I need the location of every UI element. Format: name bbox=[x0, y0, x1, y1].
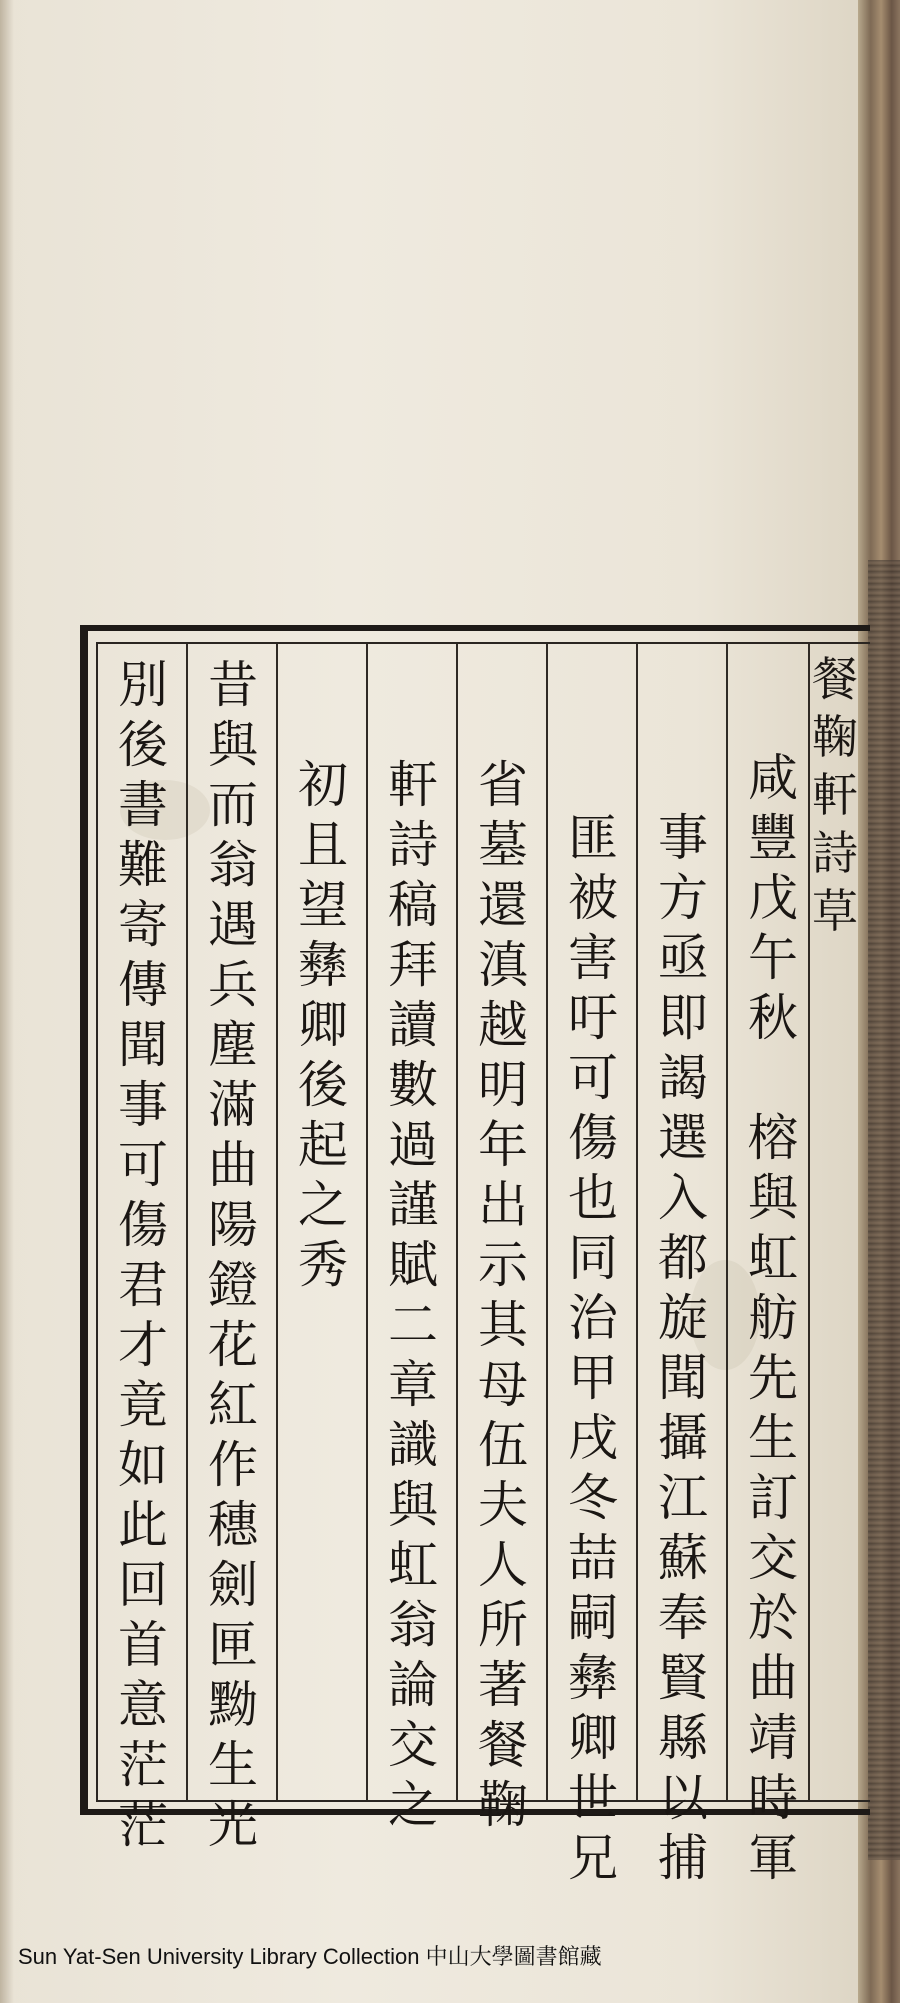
glyph: 二 bbox=[388, 1296, 438, 1354]
glyph: 作 bbox=[208, 1436, 258, 1494]
glyph: 初 bbox=[298, 756, 348, 814]
glyph: 可 bbox=[118, 1136, 168, 1194]
text-column-2 bbox=[649, 808, 717, 1888]
glyph: 縣 bbox=[658, 1709, 708, 1767]
glyph: 喆 bbox=[568, 1529, 618, 1587]
glyph: 寄 bbox=[118, 896, 168, 954]
glyph: 草 bbox=[812, 884, 858, 938]
glyph: 黝 bbox=[208, 1676, 258, 1734]
glyph: 冬 bbox=[568, 1469, 618, 1527]
glyph: 書 bbox=[118, 776, 168, 834]
glyph: 伍 bbox=[478, 1416, 528, 1474]
glyph: 茫 bbox=[118, 1736, 168, 1794]
glyph: 拜 bbox=[388, 936, 438, 994]
glyph: 翁 bbox=[208, 836, 258, 894]
glyph: 傳 bbox=[118, 956, 168, 1014]
page-edges bbox=[868, 560, 900, 1860]
text-column-5 bbox=[379, 755, 447, 1835]
glyph: 稿 bbox=[388, 876, 438, 934]
column-rule bbox=[726, 644, 728, 1800]
glyph: 回 bbox=[118, 1556, 168, 1614]
glyph: 都 bbox=[658, 1229, 708, 1287]
glyph: 賦 bbox=[388, 1236, 438, 1294]
glyph: 方 bbox=[658, 869, 708, 927]
glyph: 秀 bbox=[298, 1236, 348, 1294]
glyph: 識 bbox=[388, 1416, 438, 1474]
glyph: 示 bbox=[478, 1236, 528, 1294]
page-fold-shadow bbox=[0, 0, 14, 2003]
glyph: 豐 bbox=[748, 809, 798, 867]
glyph: 入 bbox=[658, 1169, 708, 1227]
glyph: 謹 bbox=[388, 1176, 438, 1234]
glyph: 與 bbox=[748, 1169, 798, 1227]
glyph: 彝 bbox=[568, 1649, 618, 1707]
glyph: 旋 bbox=[658, 1289, 708, 1347]
glyph: 昔 bbox=[208, 656, 258, 714]
glyph: 事 bbox=[658, 809, 708, 867]
glyph: 後 bbox=[118, 716, 168, 774]
glyph: 虹 bbox=[748, 1229, 798, 1287]
glyph: 滿 bbox=[208, 1076, 258, 1134]
glyph: 謁 bbox=[658, 1049, 708, 1107]
glyph: 之 bbox=[298, 1176, 348, 1234]
glyph: 數 bbox=[388, 1056, 438, 1114]
glyph: 之 bbox=[388, 1776, 438, 1834]
glyph: 攝 bbox=[658, 1409, 708, 1467]
glyph: 君 bbox=[118, 1256, 168, 1314]
glyph: 傷 bbox=[118, 1196, 168, 1254]
glyph: 聞 bbox=[118, 1016, 168, 1074]
text-column-1 bbox=[739, 748, 807, 1888]
glyph: 此 bbox=[118, 1496, 168, 1554]
glyph: 事 bbox=[118, 1076, 168, 1134]
glyph: 遇 bbox=[208, 896, 258, 954]
glyph: 越 bbox=[478, 996, 528, 1054]
glyph: 虹 bbox=[388, 1536, 438, 1594]
glyph: 世 bbox=[568, 1769, 618, 1827]
glyph: 吁 bbox=[568, 989, 618, 1047]
glyph: 生 bbox=[208, 1736, 258, 1794]
glyph: 害 bbox=[568, 929, 618, 987]
glyph: 彝 bbox=[298, 936, 348, 994]
text-column-4 bbox=[469, 755, 537, 1835]
glyph: 與 bbox=[388, 1476, 438, 1534]
glyph: 餐 bbox=[478, 1716, 528, 1774]
glyph: 嗣 bbox=[568, 1589, 618, 1647]
glyph: 夫 bbox=[478, 1476, 528, 1534]
glyph: 還 bbox=[478, 876, 528, 934]
column-rule bbox=[276, 644, 278, 1800]
glyph: 詩 bbox=[388, 816, 438, 874]
glyph: 舫 bbox=[748, 1289, 798, 1347]
glyph: 茫 bbox=[118, 1796, 168, 1854]
glyph: 花 bbox=[208, 1316, 258, 1374]
glyph: 難 bbox=[118, 836, 168, 894]
glyph: 被 bbox=[568, 869, 618, 927]
glyph: 甲 bbox=[568, 1349, 618, 1407]
glyph: 匪 bbox=[568, 809, 618, 867]
glyph: 交 bbox=[388, 1716, 438, 1774]
glyph: 與 bbox=[208, 716, 258, 774]
glyph: 兄 bbox=[568, 1829, 618, 1887]
glyph: 同 bbox=[568, 1229, 618, 1287]
glyph: 滇 bbox=[478, 936, 528, 994]
glyph: 聞 bbox=[658, 1349, 708, 1407]
glyph: 年 bbox=[478, 1116, 528, 1174]
glyph: 人 bbox=[478, 1536, 528, 1594]
glyph: 傷 bbox=[568, 1109, 618, 1167]
glyph: 選 bbox=[658, 1109, 708, 1167]
glyph: 其 bbox=[478, 1296, 528, 1354]
glyph: 詩 bbox=[812, 826, 858, 880]
glyph: 出 bbox=[478, 1176, 528, 1234]
book-title-edge-label bbox=[810, 650, 860, 940]
glyph: 曲 bbox=[748, 1649, 798, 1707]
glyph: 即 bbox=[658, 989, 708, 1047]
glyph: 可 bbox=[568, 1049, 618, 1107]
glyph: 望 bbox=[298, 876, 348, 934]
glyph: 戌 bbox=[568, 1409, 618, 1467]
glyph: 江 bbox=[658, 1469, 708, 1527]
glyph: 亟 bbox=[658, 929, 708, 987]
glyph: 蘇 bbox=[658, 1529, 708, 1587]
glyph: 戊 bbox=[748, 869, 798, 927]
glyph: 紅 bbox=[208, 1376, 258, 1434]
glyph: 鐙 bbox=[208, 1256, 258, 1314]
glyph: 軒 bbox=[388, 756, 438, 814]
glyph: 後 bbox=[298, 1056, 348, 1114]
glyph: 穗 bbox=[208, 1496, 258, 1554]
text-column-6 bbox=[289, 755, 357, 1295]
glyph: 捕 bbox=[658, 1829, 708, 1887]
glyph: 光 bbox=[208, 1796, 258, 1854]
column-rule bbox=[546, 644, 548, 1800]
glyph: 交 bbox=[748, 1529, 798, 1587]
glyph bbox=[765, 1048, 781, 1108]
text-column-8 bbox=[109, 655, 177, 1855]
glyph: 以 bbox=[658, 1769, 708, 1827]
glyph: 而 bbox=[208, 776, 258, 834]
glyph: 治 bbox=[568, 1289, 618, 1347]
glyph: 著 bbox=[478, 1656, 528, 1714]
glyph: 奉 bbox=[658, 1589, 708, 1647]
glyph: 咸 bbox=[748, 749, 798, 807]
glyph: 意 bbox=[118, 1676, 168, 1734]
glyph: 匣 bbox=[208, 1616, 258, 1674]
glyph: 過 bbox=[388, 1116, 438, 1174]
text-column-7 bbox=[199, 655, 267, 1855]
column-rule bbox=[636, 644, 638, 1800]
glyph: 章 bbox=[388, 1356, 438, 1414]
glyph: 午 bbox=[748, 929, 798, 987]
glyph: 竟 bbox=[118, 1376, 168, 1434]
text-column-3 bbox=[559, 808, 627, 1888]
glyph: 明 bbox=[478, 1056, 528, 1114]
glyph: 賢 bbox=[658, 1649, 708, 1707]
glyph: 且 bbox=[298, 816, 348, 874]
glyph: 曲 bbox=[208, 1136, 258, 1194]
glyph: 軒 bbox=[812, 768, 858, 822]
glyph: 秋 bbox=[748, 989, 798, 1047]
glyph: 靖 bbox=[748, 1709, 798, 1767]
glyph: 如 bbox=[118, 1436, 168, 1494]
column-rule bbox=[366, 644, 368, 1800]
glyph: 劍 bbox=[208, 1556, 258, 1614]
glyph: 卿 bbox=[298, 996, 348, 1054]
glyph: 翁 bbox=[388, 1596, 438, 1654]
glyph: 生 bbox=[748, 1409, 798, 1467]
glyph: 卿 bbox=[568, 1709, 618, 1767]
glyph: 陽 bbox=[208, 1196, 258, 1254]
glyph: 餐 bbox=[812, 652, 858, 706]
glyph: 時 bbox=[748, 1769, 798, 1827]
glyph: 鞠 bbox=[812, 710, 858, 764]
glyph: 母 bbox=[478, 1356, 528, 1414]
library-credit: Sun Yat-Sen University Library Collection 中山大學圖書館藏 bbox=[18, 1944, 602, 1969]
column-rule bbox=[186, 644, 188, 1800]
glyph: 兵 bbox=[208, 956, 258, 1014]
glyph: 論 bbox=[388, 1656, 438, 1714]
glyph: 起 bbox=[298, 1116, 348, 1174]
glyph: 鞠 bbox=[478, 1776, 528, 1834]
glyph: 才 bbox=[118, 1316, 168, 1374]
glyph: 於 bbox=[748, 1589, 798, 1647]
glyph: 訂 bbox=[748, 1469, 798, 1527]
glyph: 別 bbox=[118, 656, 168, 714]
glyph: 省 bbox=[478, 756, 528, 814]
glyph: 墓 bbox=[478, 816, 528, 874]
glyph: 所 bbox=[478, 1596, 528, 1654]
glyph: 也 bbox=[568, 1169, 618, 1227]
glyph: 讀 bbox=[388, 996, 438, 1054]
glyph: 榕 bbox=[748, 1109, 798, 1167]
column-rule bbox=[456, 644, 458, 1800]
glyph: 先 bbox=[748, 1349, 798, 1407]
glyph: 軍 bbox=[748, 1829, 798, 1887]
glyph: 首 bbox=[118, 1616, 168, 1674]
glyph: 塵 bbox=[208, 1016, 258, 1074]
